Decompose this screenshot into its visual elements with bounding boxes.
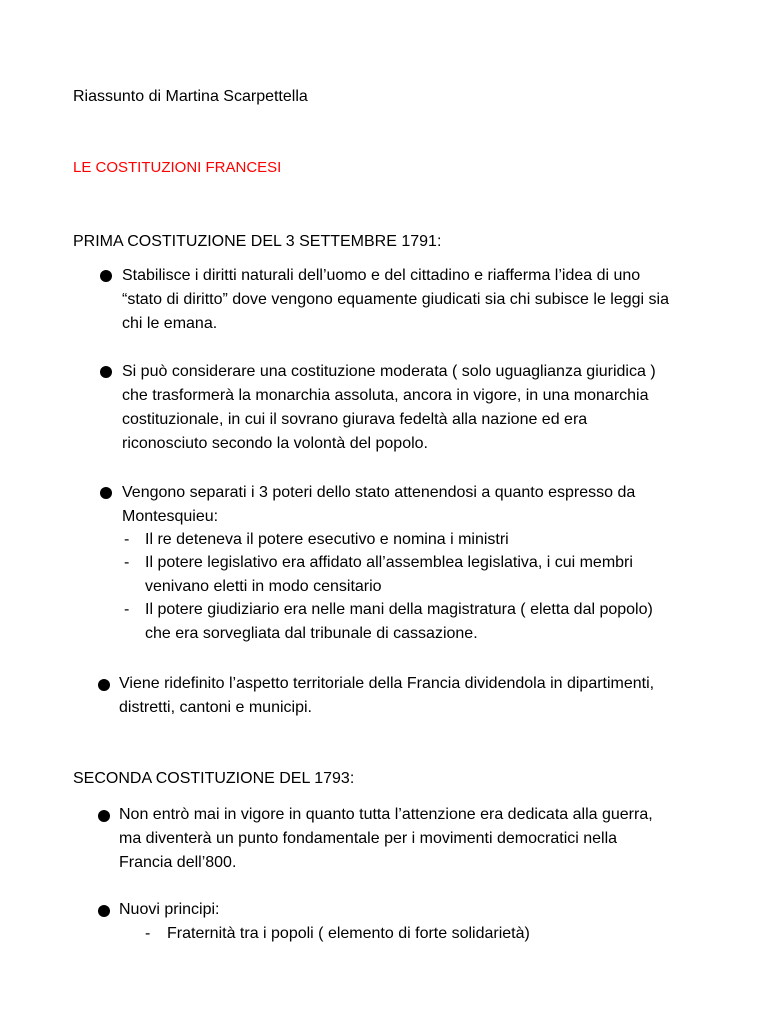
bullet-text-line: ma diventerà un punto fondamentale per i movimenti democratici nella bbox=[119, 830, 618, 847]
bullet-text-line: che trasformerà la monarchia assoluta, ancora in vigore, in una monarchia bbox=[122, 387, 649, 404]
bullet-text-line: Si può considerare una costituzione moderata ( solo uguaglianza giuridica ) bbox=[122, 363, 656, 380]
bullet-icon bbox=[98, 905, 110, 917]
section-heading-1791: PRIMA COSTITUZIONE DEL 3 SETTEMBRE 1791: bbox=[73, 233, 442, 250]
sub-item-text-line: venivano eletti in modo censitario bbox=[145, 578, 382, 595]
bullet-text-line: Stabilisce i diritti naturali dell’uomo e del cittadino e riafferma l’idea di uno bbox=[122, 267, 641, 284]
dash-marker: - bbox=[124, 601, 130, 618]
bullet-text-line: Viene ridefinito l’aspetto territoriale della Francia dividendola in dipartimenti, bbox=[119, 675, 655, 692]
bullet-text-line: Francia dell’800. bbox=[119, 854, 237, 871]
dash-marker: - bbox=[145, 925, 151, 942]
bullet-icon bbox=[100, 487, 112, 499]
section-heading-1793: SECONDA COSTITUZIONE DEL 1793: bbox=[73, 770, 355, 787]
bullet-text-line: Vengono separati i 3 poteri dello stato attenendosi a quanto espresso da bbox=[122, 484, 636, 501]
sub-item-text-line: Il potere giudiziario era nelle mani della magistratura ( eletta dal popolo) bbox=[145, 601, 653, 618]
bullet-text-line: Montesquieu: bbox=[122, 508, 219, 525]
bullet-text-line: Nuovi principi: bbox=[119, 901, 220, 918]
sub-item-text-line: Il re deteneva il potere esecutivo e nomina i ministri bbox=[145, 531, 509, 548]
dash-marker: - bbox=[124, 531, 130, 548]
sub-item-text-line: Fraternità tra i popoli ( elemento di forte solidarietà) bbox=[167, 925, 530, 942]
bullet-text-line: distretti, cantoni e municipi. bbox=[119, 699, 312, 716]
bullet-icon bbox=[100, 270, 112, 282]
bullet-icon bbox=[98, 679, 110, 691]
dash-marker: - bbox=[124, 554, 130, 571]
bullet-text-line: chi le emana. bbox=[122, 315, 218, 332]
bullet-text-line: Non entrò mai in vigore in quanto tutta l’attenzione era dedicata alla guerra, bbox=[119, 806, 653, 823]
bullet-icon bbox=[98, 810, 110, 822]
author-line: Riassunto di Martina Scarpettella bbox=[73, 88, 308, 105]
sub-item-text-line: che era sorvegliata dal tribunale di cassazione. bbox=[145, 625, 478, 642]
bullet-text-line: riconosciuto secondo la volontà del popolo. bbox=[122, 435, 428, 452]
document-title: LE COSTITUZIONI FRANCESI bbox=[73, 159, 282, 176]
bullet-text-line: “stato di diritto” dove vengono equamente giudicati sia chi subisce le leggi sia bbox=[122, 291, 669, 308]
bullet-text-line: costituzionale, in cui il sovrano giurava fedeltà alla nazione ed era bbox=[122, 411, 588, 428]
sub-item-text-line: Il potere legislativo era affidato all’assemblea legislativa, i cui membri bbox=[145, 554, 633, 571]
bullet-icon bbox=[100, 366, 112, 378]
